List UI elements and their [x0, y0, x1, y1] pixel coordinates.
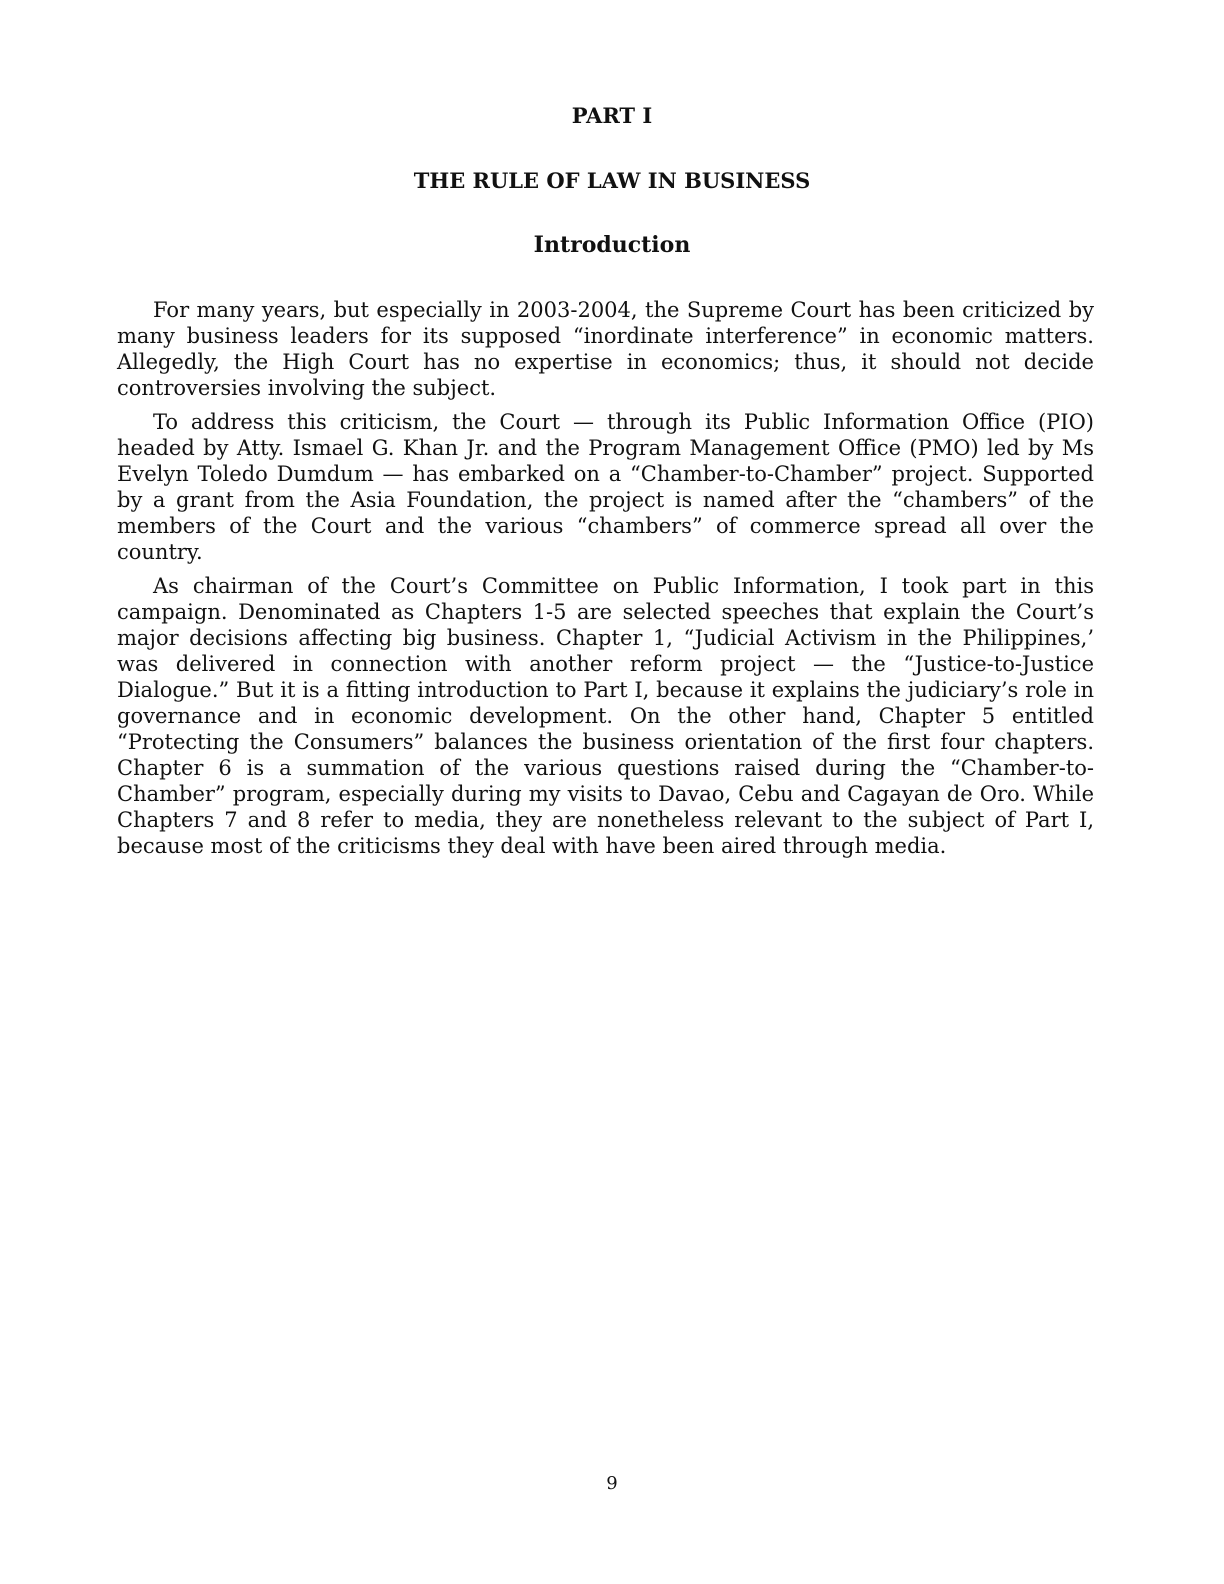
paragraph-2: To address this criticism, the Court — through its Public Information Office (PIO) headed by Atty. Ismael G. Khan Jr. and the Program Management Office (PMO) led by Ms Evelyn Toledo Dumdum — has embarked on a “Chamber-to-Chamber” project. Supported by a grant from the Asia Foundation, the project is named after the “chambers” of the members of the Court and the various “chambers” of commerce spread all over the country. — [117, 410, 1094, 564]
part-title: THE RULE OF LAW IN BUSINESS — [413, 168, 811, 193]
paragraph-3: As chairman of the Court’s Committee on Public Information, I took part in this campaign. Denominated as Chapters 1-5 are selected speeches that explain the Court’s major decisions affecting big business. Chapter 1, “Judicial Activism in the Philippines,’ was delivered in connection with another reform project — the “Justice-to-Justice Dialogue.” But it is a fitting introduction to Part I, because it explains the judiciary’s role in governance and in economic development. On the other hand, Chapter 5 entitled “Protecting the Consumers” balances the business orientation of the first four chapters. Chapter 6 is a summation of the various questions raised during the “Chamber-to-Chamber” program, especially during my visits to Davao, Cebu and Cagayan de Oro. While Chapters 7 and 8 refer to media, they are nonetheless relevant to the subject of Part I, because most of the criticisms they deal with have been aired through media. — [117, 574, 1094, 858]
paragraph-1: For many years, but especially in 2003-2004, the Supreme Court has been criticized by many business leaders for its supposed “inordinate interference” in economic matters. Allegedly, the High Court has no expertise in economics; thus, it should not decide controversies involving the subject. — [117, 298, 1094, 400]
body-text — [117, 297, 1094, 867]
page-number: 9 — [606, 1473, 618, 1494]
part-heading: PART I — [571, 103, 653, 128]
section-heading: Introduction — [533, 232, 691, 258]
